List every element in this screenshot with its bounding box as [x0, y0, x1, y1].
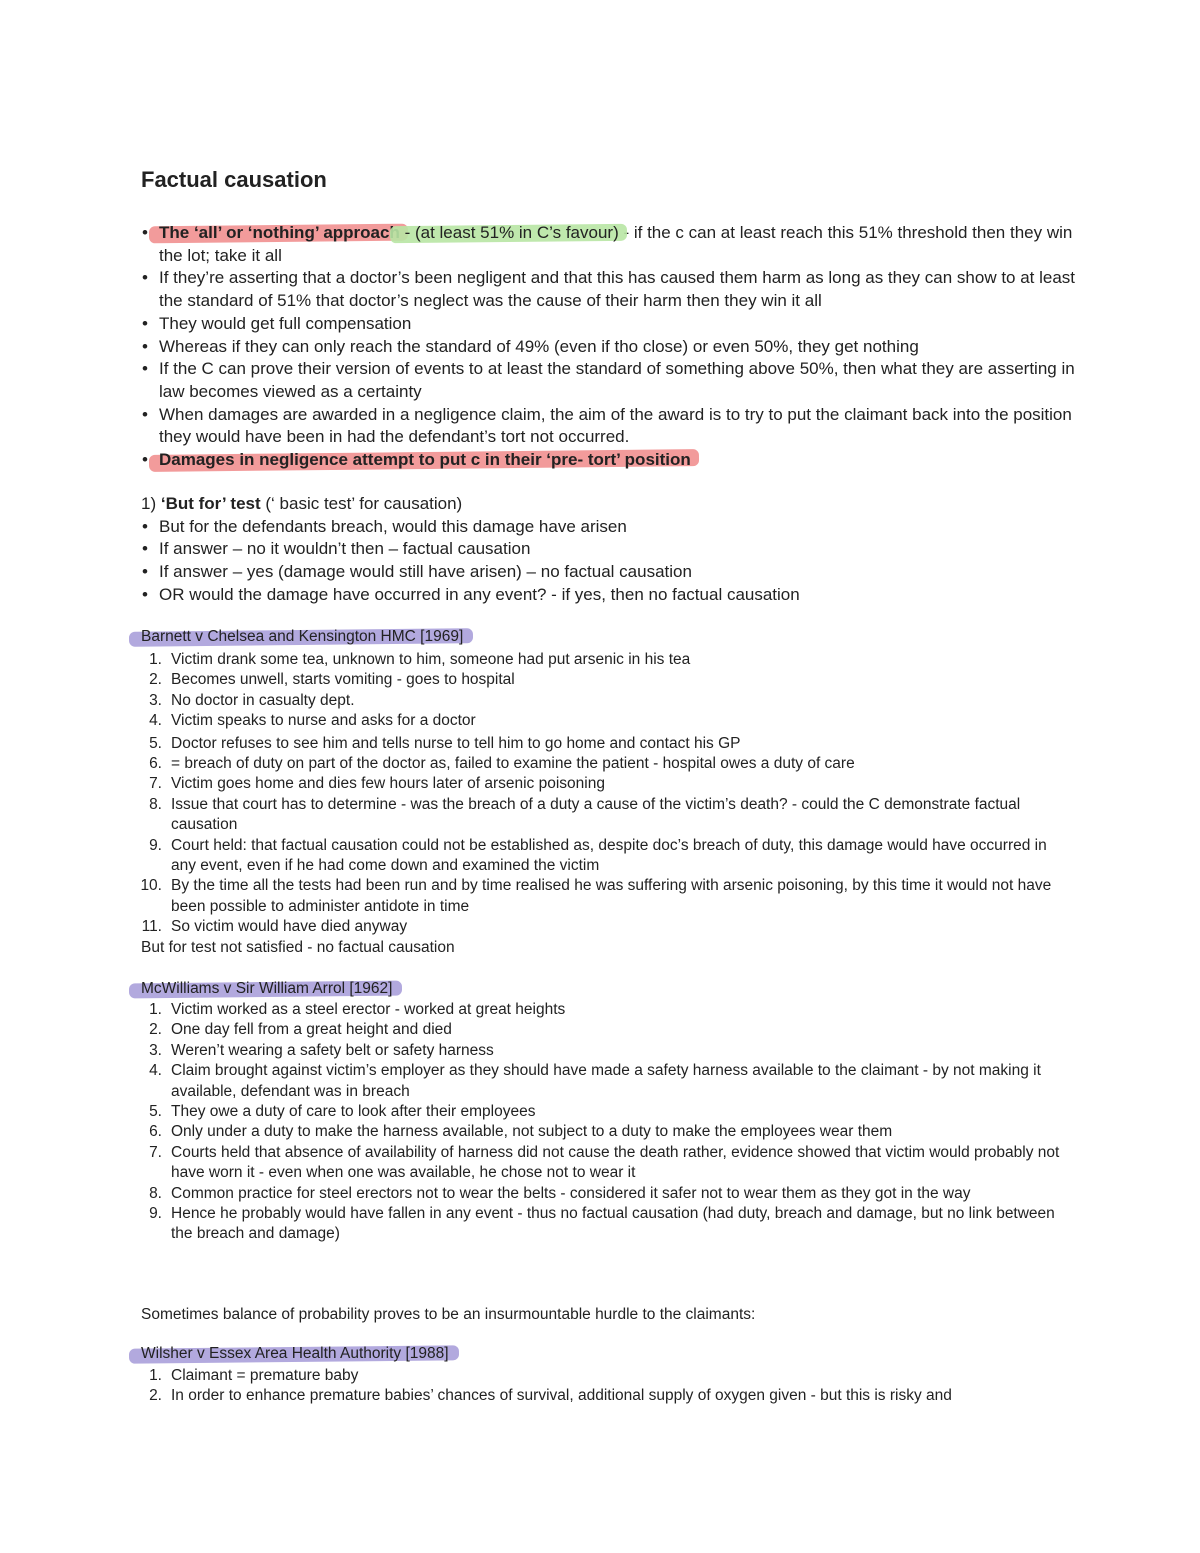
bullet-icon: • — [142, 516, 148, 536]
list-item: 2. One day fell from a great height and died — [149, 1021, 452, 1039]
bullet-icon: • — [142, 562, 148, 582]
bullet-text: If answer – yes (damage would still have arisen) – no factual causation — [159, 562, 692, 582]
highlighted-text: Damages in negligence attempt to put c in their ‘pre- tort’ position — [159, 450, 691, 470]
bullet-icon: • — [142, 268, 148, 288]
list-item: 10. By the time all the tests had been run and by time realised he was suffering with arsenic poisoning, by this time it would not have been possible to administer antidote in time — [140, 877, 1052, 915]
list-item: 1. Claimant = premature baby — [149, 1367, 359, 1384]
case-heading: Barnett v Chelsea and Kensington HMC [1969] — [141, 628, 464, 645]
list-item: 3. Weren’t wearing a safety belt or safety harness — [149, 1041, 494, 1059]
bullet-icon: • — [142, 450, 148, 470]
list-item — [0, 516, 1200, 539]
bullet-text: - if the c can at least reach this 51% threshold then they win the lot; take it all — [159, 223, 1073, 265]
list-item — [0, 313, 1200, 336]
list-item: 8. Issue that court has to determine - was the breach of a duty a cause of the victim’s death? - could the C demonstrate factual causation — [149, 795, 1021, 834]
bullet-text: But for the defendants breach, would this damage have arisen — [159, 516, 627, 536]
list-item — [0, 336, 1200, 359]
list-item: 3. No doctor in casualty dept. — [149, 691, 355, 709]
but-for-section — [0, 493, 1200, 607]
bullet-icon: • — [142, 336, 148, 356]
list-item — [0, 267, 1200, 312]
list-item: 6. = breach of duty on part of the doctor as, failed to examine the patient - hospital owes a duty of care — [149, 755, 855, 773]
case-heading: Wilsher v Essex Area Health Authority [1988] — [141, 1345, 449, 1362]
bullet-icon: • — [142, 223, 148, 242]
case-heading: McWilliams v Sir William Arrol [1962] — [141, 980, 393, 997]
list-item: 5. They owe a duty of care to look after their employees — [149, 1103, 536, 1121]
barnett-list — [0, 650, 1200, 958]
list-item — [0, 222, 1200, 267]
list-item — [0, 404, 1200, 449]
list-item — [0, 584, 1200, 607]
section-heading: 1) ‘But for’ test (‘ basic test’ for causation) — [141, 494, 463, 513]
bullet-text: When damages are awarded in a negligence claim, the aim of the award is to try to put the claimant back into the position they would have been in had the defendant’s tort not occurred. — [159, 404, 1072, 447]
bullet-icon: • — [142, 539, 148, 559]
list-item: 7. Victim goes home and dies few hours later of arsenic poisoning — [149, 775, 605, 793]
list-item: 5. Doctor refuses to see him and tells nurse to tell him to go home and contact his GP — [149, 734, 741, 752]
bullet-icon: • — [142, 584, 148, 604]
list-item: 9. Court held: that factual causation could not be established as, despite doc’s breach of duty, this damage would have occurred in any event, even if he had come down and examined the victim — [149, 836, 1047, 875]
bullet-icon: • — [142, 359, 148, 379]
mcwilliams-list — [0, 1000, 1200, 1245]
wilsher-list — [0, 1366, 1200, 1407]
bullet-text: If the C can prove their version of events to at least the standard of something above 50%, then what they are asserting in law becomes viewed as a certainty — [159, 359, 1075, 401]
list-item: 2. In order to enhance premature babies’ chances of survival, additional supply of oxygen given - but this is risky and — [149, 1387, 952, 1405]
bullet-icon: • — [142, 404, 148, 424]
intro-bullet-list — [0, 222, 1200, 472]
list-item: 2. Becomes unwell, starts vomiting - goes to hospital — [149, 671, 515, 689]
bullet-text: They would get full compensation — [159, 313, 412, 333]
list-item: 11. So victim would have died anyway — [141, 918, 408, 936]
highlighted-text: - (at least 51% in C’s favour) — [399, 223, 619, 242]
case-conclusion: But for test not satisfied - no factual causation — [141, 938, 455, 956]
bullet-icon: • — [142, 313, 148, 333]
bullet-text: If they’re asserting that a doctor’s been negligent and that this has caused them harm as long as they can show to at least the standard of 51% that doctor’s neglect was the cause of their harm then they win it all — [159, 268, 1076, 311]
list-item: 4. Victim speaks to nurse and asks for a doctor — [149, 712, 476, 730]
list-item — [0, 449, 1200, 472]
list-item: 7. Courts held that absence of availability of harness did not cause the death rather, evidence showed that victim would probably not have worn it - even when one was available, he chose not to wear it — [149, 1143, 1060, 1182]
page-title: Factual causation — [141, 167, 327, 192]
highlighted-text: The ‘all’ or ‘nothing’ approach — [159, 223, 400, 242]
balance-note: Sometimes balance of probability proves to be an insurmountable hurdle to the claimants: — [141, 1306, 756, 1323]
bullet-text: OR would the damage have occurred in any event? - if yes, then no factual causation — [159, 584, 800, 604]
bullet-text: If answer – no it wouldn’t then – factual causation — [159, 539, 531, 559]
list-item — [0, 561, 1200, 584]
list-item: 1. Victim drank some tea, unknown to him, someone had put arsenic in his tea — [149, 651, 691, 668]
list-item: 8. Common practice for steel erectors not to wear the belts - considered it safer not to wear them as they got in the way — [149, 1184, 971, 1202]
list-item: 4. Claim brought against victim’s employer as they should have made a safety harness available to the claimant - by not making it available, defendant was in breach — [149, 1062, 1041, 1100]
list-item — [0, 538, 1200, 561]
list-item — [0, 358, 1200, 403]
bullet-text: Whereas if they can only reach the standard of 49% (even if tho close) or even 50%, they get nothing — [159, 336, 919, 356]
list-item: 1. Victim worked as a steel erector - worked at great heights — [149, 1001, 566, 1018]
list-item: 6. Only under a duty to make the harness available, not subject to a duty to make the employees wear them — [149, 1123, 893, 1141]
list-item: 9. Hence he probably would have fallen in any event - thus no factual causation (had duty, breach and damage, but no link between the breach and damage) — [149, 1205, 1055, 1243]
